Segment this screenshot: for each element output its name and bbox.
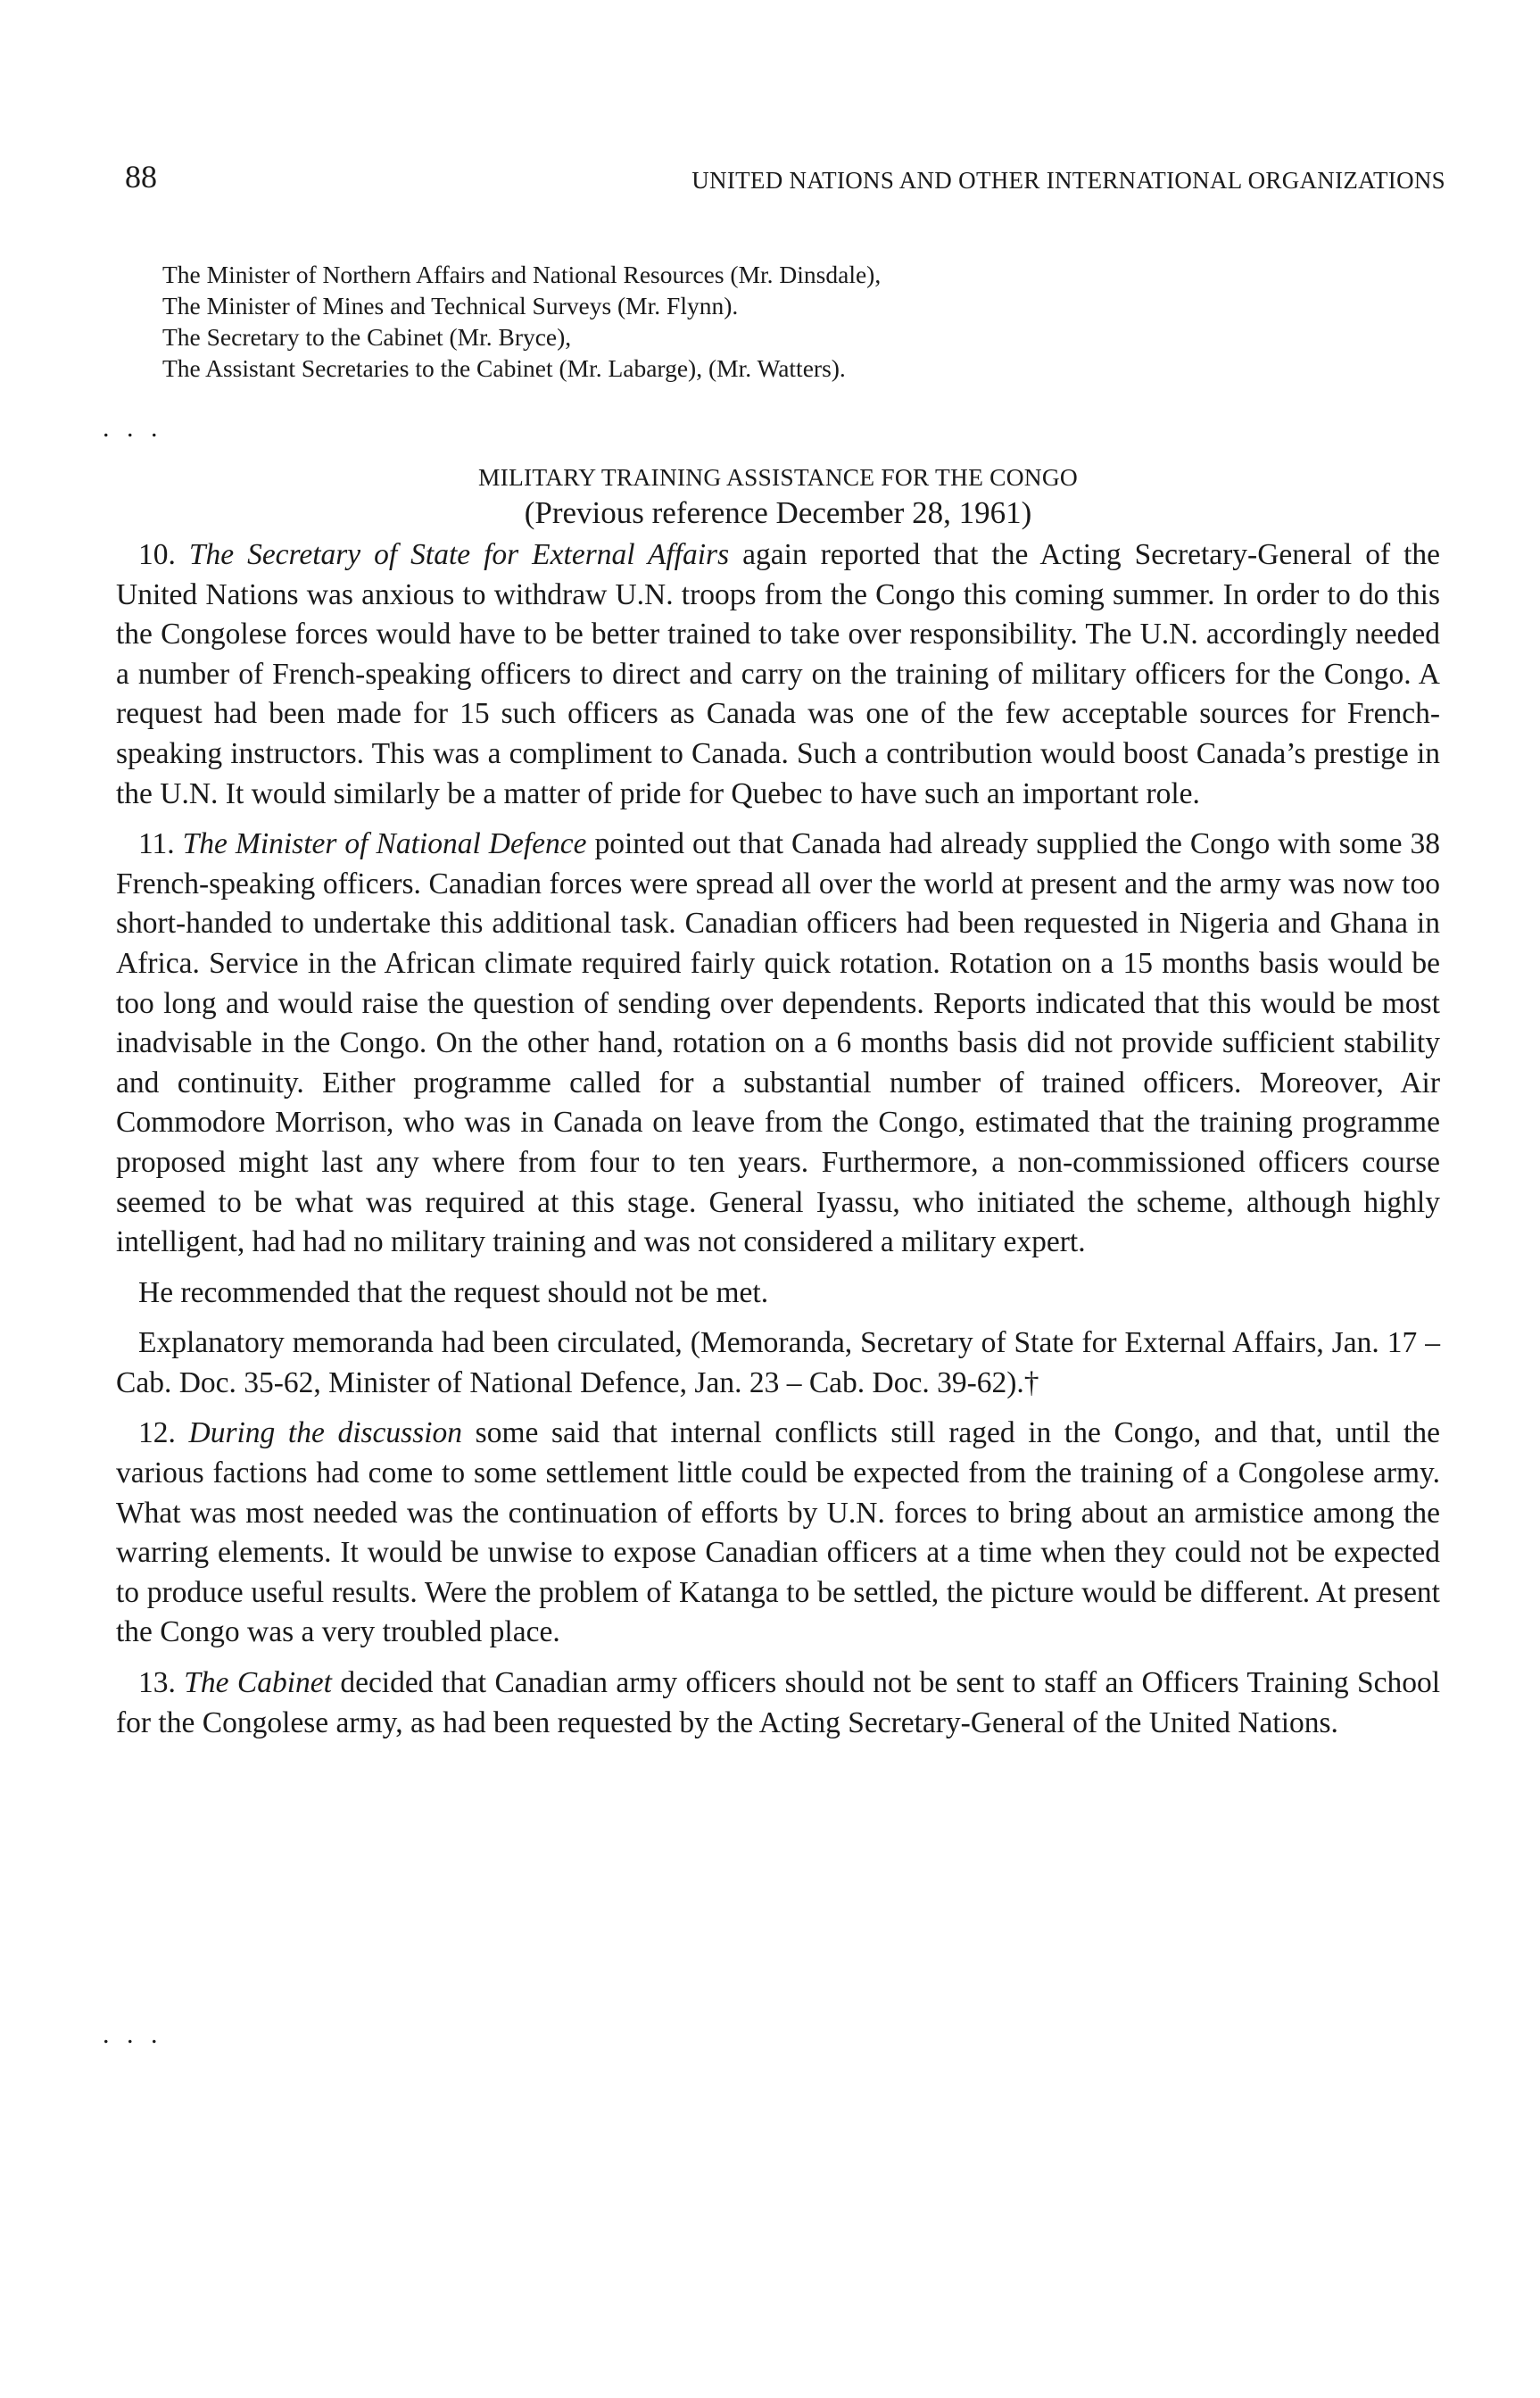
attendee-line: The Minister of Northern Affairs and National Resources (Mr. Dinsdale),	[162, 261, 882, 288]
paragraph-number: 11.	[138, 827, 175, 861]
paragraph-lead: The Secretary of State for External Affairs	[188, 538, 730, 571]
page-header	[125, 159, 1445, 203]
omission-ellipsis: . . .	[103, 413, 163, 443]
page-number: 88	[125, 159, 157, 195]
paragraph-text: pointed out that Canada had already supplied the Congo with some 38 French-speaking officers. Canadian forces were spread all over the world at present and the army was now too short-handed to undertake this additional task. Canadian officers had been requested in Nigeria and Ghana in Africa. Service in the African climate required fairly quick rotation. Rotation on a 15 months basis would be too long and would raise the question of sending over dependents. Reports indicated that this would be most inadvisable in the Congo. On the other hand, rotation on a 6 months basis did not provide sufficient stability and continuity. Either programme called for a substantial number of trained officers. Moreover, Air Commodore Morrison, who was in Canada on leave from the Congo, estimated that the training programme proposed might last any where from four to ten years. Furthermore, a non-commissioned officers course seemed to be what was required at this stage. General Iyassu, who initiated the scheme, although highly intelligent, had had no military training and was not considered a military expert.	[116, 827, 1441, 1259]
paragraph-recommendation: He recommended that the request should not be met.	[138, 1275, 769, 1309]
attendee-line: The Minister of Mines and Technical Surveys (Mr. Flynn).	[162, 292, 739, 319]
paragraph-text: decided that Canadian army officers should not be sent to staff an Officers Training School for the Congolese army, as had been requested by the Acting Secretary-General of the United Nations.	[116, 1666, 1441, 1739]
paragraph-10	[116, 535, 1440, 814]
paragraph-number: 13.	[138, 1666, 176, 1700]
paragraph-lead: During the discussion	[188, 1416, 463, 1450]
paragraph-lead: The Minister of National Defence	[182, 827, 587, 861]
section-subtitle: (Previous reference December 28, 1961)	[524, 495, 1032, 530]
paragraph-text: some said that internal conflicts still raged in the Congo, and that, until the various factions had come to some settlement little could be expected from the training of a Congolese army. What was most needed was the continuation of efforts by U.N. forces to bring about an armistice among the warring elements. It would be unwise to expose Canadian officers at a time when they could not be expected to produce useful results. Were the problem of Katanga to be settled, the picture would be different. At present the Congo was a very troubled place.	[116, 1416, 1440, 1649]
omission-ellipsis: . . .	[103, 2020, 163, 2049]
paragraph-memoranda: Explanatory memoranda had been circulated, (Memoranda, Secretary of State for External Affairs, Jan. 17 – Cab. Doc. 35-62, Minister of National Defence, Jan. 23 – Cab. Doc. 39-62).†	[116, 1326, 1440, 1399]
attendee-list	[162, 259, 1412, 384]
body-text	[116, 535, 1440, 1754]
paragraph-lead: The Cabinet	[184, 1666, 332, 1700]
paragraph-number: 12.	[138, 1416, 176, 1450]
paragraph-12	[116, 1414, 1440, 1653]
section-title: MILITARY TRAINING ASSISTANCE FOR THE CONGO	[478, 463, 1078, 491]
paragraph-11	[116, 825, 1440, 1263]
paragraph-text: again reported that the Acting Secretary-General of the United Nations was anxious to withdraw U.N. troops from the Congo this coming summer. In order to do this the Congolese forces would have to be better trained to take over responsibility. The U.N. accordingly needed a number of French-speaking officers to direct and carry on the training of military officers for the Congo. A request had been made for 15 such officers as Canada was one of the few acceptable sources for French-speaking instructors. This was a compliment to Canada. Such a contribution would boost Canada’s prestige in the U.N. It would similarly be a matter of pride for Quebec to have such an important role.	[116, 538, 1440, 810]
attendee-line: The Assistant Secretaries to the Cabinet (Mr. Labarge), (Mr. Watters).	[162, 354, 846, 382]
paragraph-number: 10.	[138, 538, 176, 571]
running-head: UNITED NATIONS AND OTHER INTERNATIONAL ORGANIZATIONS	[691, 167, 1445, 194]
paragraph-13	[116, 1664, 1440, 1743]
attendee-line: The Secretary to the Cabinet (Mr. Bryce),	[162, 323, 572, 351]
